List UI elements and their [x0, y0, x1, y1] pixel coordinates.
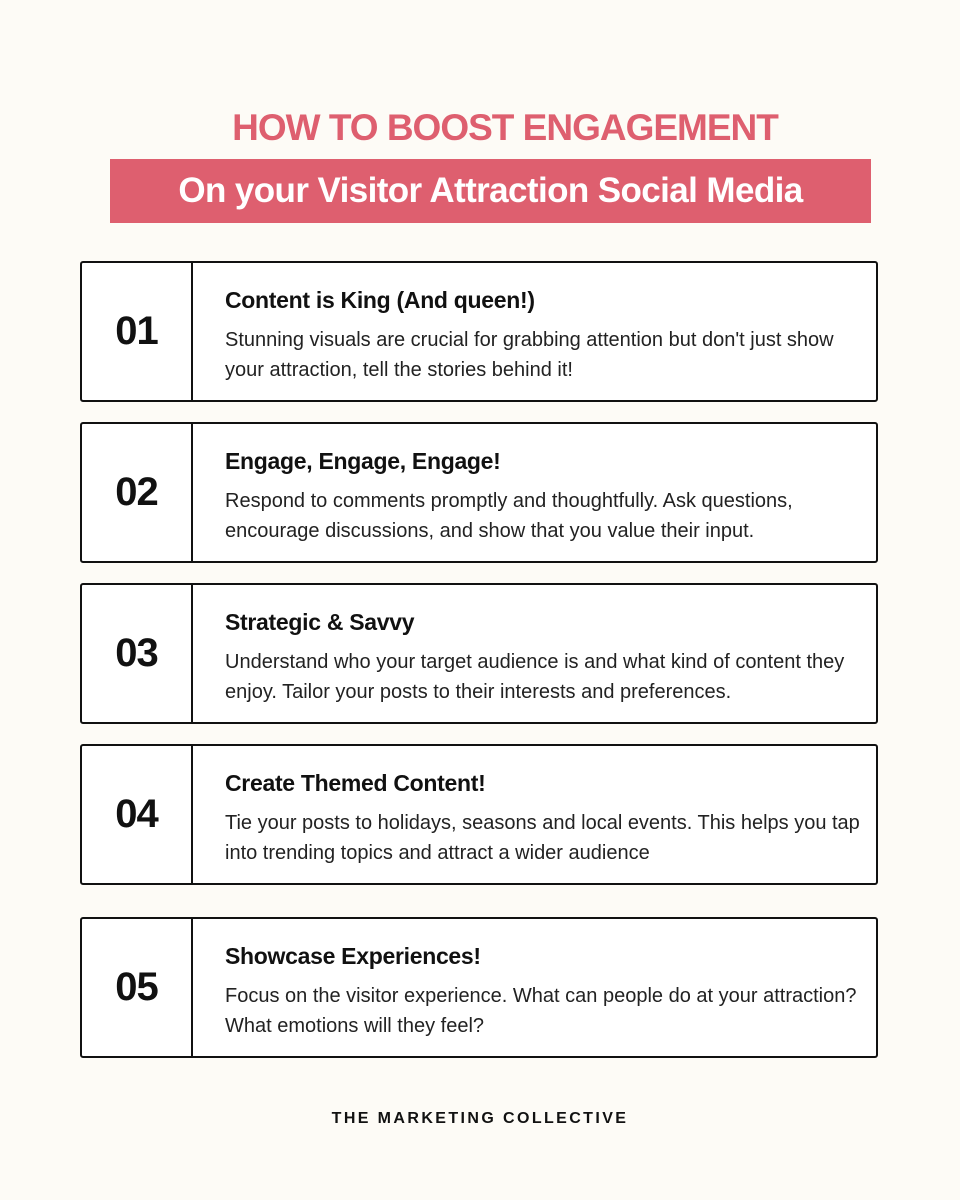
tip-number: 04: [115, 792, 158, 836]
tip-description: Focus on the visitor experience. What can people do at your attraction? What emotions will they feel?: [225, 985, 857, 1037]
tip-card-4: [80, 744, 878, 885]
tip-number-cell: [82, 919, 193, 1056]
tip-card-1: [80, 261, 878, 402]
page-subtitle: On your Visitor Attraction Social Media: [178, 171, 803, 210]
tip-description: Tie your posts to holidays, seasons and local events. This helps you tap into trending topics and attract a wider audience: [225, 812, 860, 864]
tip-title: Showcase Experiences!: [225, 943, 481, 969]
tip-number-cell: [82, 263, 193, 400]
tip-title: Engage, Engage, Engage!: [225, 448, 501, 474]
tip-number: 05: [115, 965, 158, 1009]
tip-card-3: [80, 583, 878, 724]
tip-number: 01: [115, 309, 158, 353]
tip-number: 02: [115, 470, 158, 514]
tip-card-2: [80, 422, 878, 563]
tip-number-cell: [82, 424, 193, 561]
tip-card-5: [80, 917, 878, 1058]
tip-description: Understand who your target audience is and what kind of content they enjoy. Tailor your posts to their interests and preferences.: [225, 651, 845, 703]
tip-description: Stunning visuals are crucial for grabbing attention but don't just show your attraction, tell the stories behind it!: [225, 329, 834, 381]
tip-number: 03: [115, 631, 158, 675]
tip-number-cell: [82, 746, 193, 883]
tip-title: Create Themed Content!: [225, 770, 486, 796]
subtitle-banner: [110, 159, 871, 223]
page-title: HOW TO BOOST ENGAGEMENT: [232, 107, 778, 148]
tip-title: Strategic & Savvy: [225, 609, 415, 635]
footer-brand: THE MARKETING COLLECTIVE: [331, 1110, 629, 1127]
tip-number-cell: [82, 585, 193, 722]
tip-title: Content is King (And queen!): [225, 287, 535, 313]
tip-description: Respond to comments promptly and thoughtfully. Ask questions, encourage discussions, and show that you value their input.: [225, 490, 793, 542]
